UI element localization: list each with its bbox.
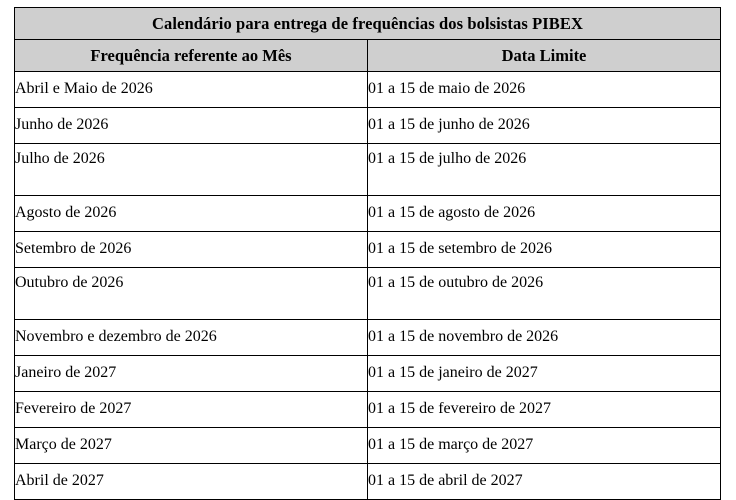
table-header-row [15,40,721,72]
table-row [15,320,721,356]
table-row [15,356,721,392]
cell-month: Abril e Maio de 2026 [15,72,368,108]
cell-month: Setembro de 2026 [15,232,368,268]
table-row [15,268,721,320]
table-body [15,72,721,500]
column-header-month: Frequência referente ao Mês [15,40,368,72]
table-row [15,144,721,196]
table-title: Calendário para entrega de frequências dos bolsistas PIBEX [15,8,721,40]
table-row [15,108,721,144]
cell-month: Fevereiro de 2027 [15,392,368,428]
cell-deadline: 01 a 15 de outubro de 2026 [368,268,721,320]
cell-month: Janeiro de 2027 [15,356,368,392]
cell-deadline: 01 a 15 de agosto de 2026 [368,196,721,232]
table-row [15,464,721,500]
table-row [15,196,721,232]
table-row [15,428,721,464]
cell-deadline: 01 a 15 de novembro de 2026 [368,320,721,356]
cell-deadline: 01 a 15 de maio de 2026 [368,72,721,108]
cell-deadline: 01 a 15 de julho de 2026 [368,144,721,196]
cell-deadline: 01 a 15 de abril de 2027 [368,464,721,500]
cell-deadline: 01 a 15 de junho de 2026 [368,108,721,144]
frequency-calendar-table [14,7,721,500]
cell-month: Abril de 2027 [15,464,368,500]
table-title-row [15,8,721,40]
cell-deadline: 01 a 15 de setembro de 2026 [368,232,721,268]
cell-month: Outubro de 2026 [15,268,368,320]
cell-deadline: 01 a 15 de março de 2027 [368,428,721,464]
cell-month: Julho de 2026 [15,144,368,196]
cell-month: Março de 2027 [15,428,368,464]
table-head [15,8,721,72]
cell-deadline: 01 a 15 de fevereiro de 2027 [368,392,721,428]
cell-month: Novembro e dezembro de 2026 [15,320,368,356]
table-row [15,232,721,268]
cell-deadline: 01 a 15 de janeiro de 2027 [368,356,721,392]
table-row [15,72,721,108]
column-header-deadline: Data Limite [368,40,721,72]
cell-month: Junho de 2026 [15,108,368,144]
cell-month: Agosto de 2026 [15,196,368,232]
table-row [15,392,721,428]
